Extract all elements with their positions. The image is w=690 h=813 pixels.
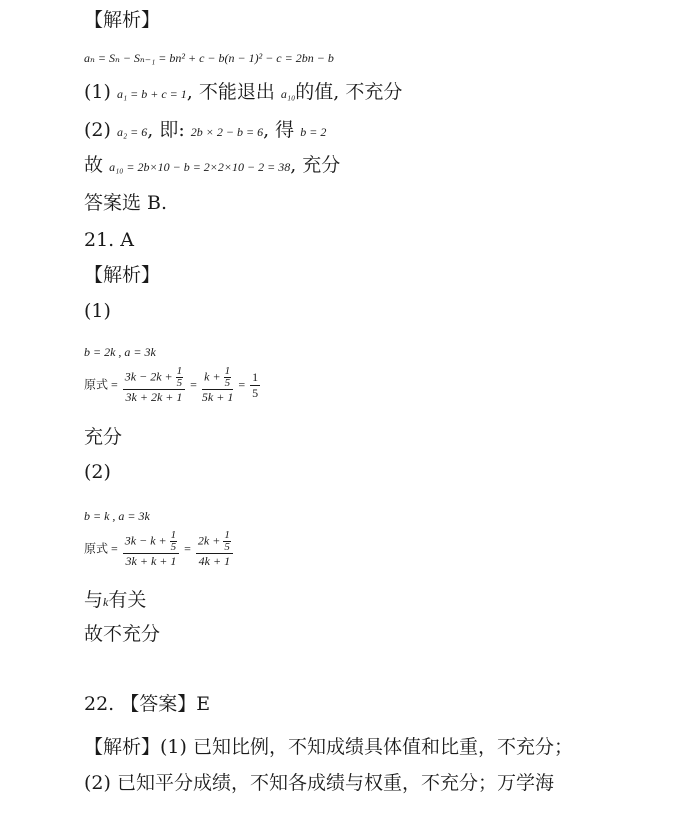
q21-p2-f1-denominator: 3k + k + 1 xyxy=(125,554,177,568)
q21-p1-eq-1: = xyxy=(190,377,197,392)
item-2-math2: 2b × 2 − b = 6 xyxy=(190,125,264,139)
item-2-prefix: (2) xyxy=(84,119,111,141)
q21-p1-f1-numerator: 3k − 2k + $\frac{1}{5}$ xyxy=(123,366,185,390)
q21-p2-lhs: 原式 = xyxy=(84,541,118,556)
q21-p2-eq: = xyxy=(184,541,191,556)
q21-p1-eq-2: = xyxy=(238,377,246,392)
item-2-math: a₂ = 6 xyxy=(116,125,148,139)
item-1-text: , 不能退出 xyxy=(186,81,275,103)
q21-part-1-equation xyxy=(84,366,262,405)
item-1-math2: a₁₀ xyxy=(280,87,296,101)
q21-p2-f2-numerator: 2k + $\frac{1}{5}$ xyxy=(196,530,233,554)
q21-p1-result xyxy=(250,370,260,401)
therefore-text: , 充分 xyxy=(290,154,341,176)
item-1-math: a₁ = b + c = 1 xyxy=(116,87,187,101)
item-2-text2: , 得 xyxy=(263,119,295,141)
item-2 xyxy=(84,118,326,144)
q22-analysis-line-2: (2) 已知平分成绩，不知各成绩与权重，不充分；万学海 xyxy=(84,772,554,794)
q21-part-2-relation xyxy=(84,588,146,614)
q21-p2-fraction-1 xyxy=(123,530,179,569)
answer-b: 答案选 B. xyxy=(84,192,168,214)
q21-p1-f1-denominator: 3k + 2k + 1 xyxy=(125,390,183,404)
item-1 xyxy=(84,80,402,106)
q22-analysis-line-1: 【解析】(1) 已知比例，不知成绩具体值和比重，不充分； xyxy=(84,736,573,758)
question-22: 22. 【答案】E xyxy=(84,693,211,715)
q21-p2-f2-denominator: 4k + 1 xyxy=(198,554,231,568)
q21-part-2: (2) xyxy=(84,461,111,483)
q21-part-1: (1) xyxy=(84,300,111,322)
therefore-math: a₁₀ = 2b×10 − b = 2×2×10 − 2 = 38 xyxy=(109,160,291,174)
item-1-prefix: (1) xyxy=(84,81,111,103)
q21-p1-result-denominator: 5 xyxy=(252,386,259,400)
q21-p2-f1-numerator: 3k − k + $\frac{1}{5}$ xyxy=(123,530,179,554)
therefore-prefix: 故 xyxy=(84,154,104,176)
q21-p2-rel-a: 与 xyxy=(84,589,104,611)
heading-analysis: 【解析】 xyxy=(84,9,161,31)
q21-part-2-equation xyxy=(84,530,235,569)
formula-an: aₙ = Sₙ − Sₙ₋₁ = bn² + c − b(n − 1)² − c = 2bn − b xyxy=(84,51,334,65)
q21-part-1-conclusion: 充分 xyxy=(84,426,123,448)
item-2-math3: b = 2 xyxy=(300,125,327,139)
item-1-text2: 的值, 不充分 xyxy=(295,81,403,103)
q21-p1-fraction-2 xyxy=(202,366,233,405)
question-21: 21. A xyxy=(84,229,134,251)
q21-p1-result-numerator: 1 xyxy=(252,370,259,384)
q21-part-1-condition: b = 2k , a = 3k xyxy=(84,345,156,359)
item-2-text: , 即: xyxy=(147,119,185,141)
q21-p2-rel-k: k xyxy=(103,595,109,609)
q21-part-2-conclusion: 故不充分 xyxy=(84,623,161,645)
q21-p1-fraction-1 xyxy=(123,366,185,405)
q21-p2-rel-b: 有关 xyxy=(108,589,147,611)
q21-p2-fraction-2 xyxy=(196,530,233,569)
q21-part-2-condition: b = k , a = 3k xyxy=(84,509,150,523)
q21-p1-lhs: 原式 = xyxy=(84,377,118,392)
q21-p1-f2-denominator: 5k + 1 xyxy=(201,390,234,404)
q21-p1-f2-numerator: k + $\frac{1}{5}$ xyxy=(202,366,233,390)
therefore-line xyxy=(84,153,340,179)
q21-analysis-heading: 【解析】 xyxy=(84,264,161,286)
